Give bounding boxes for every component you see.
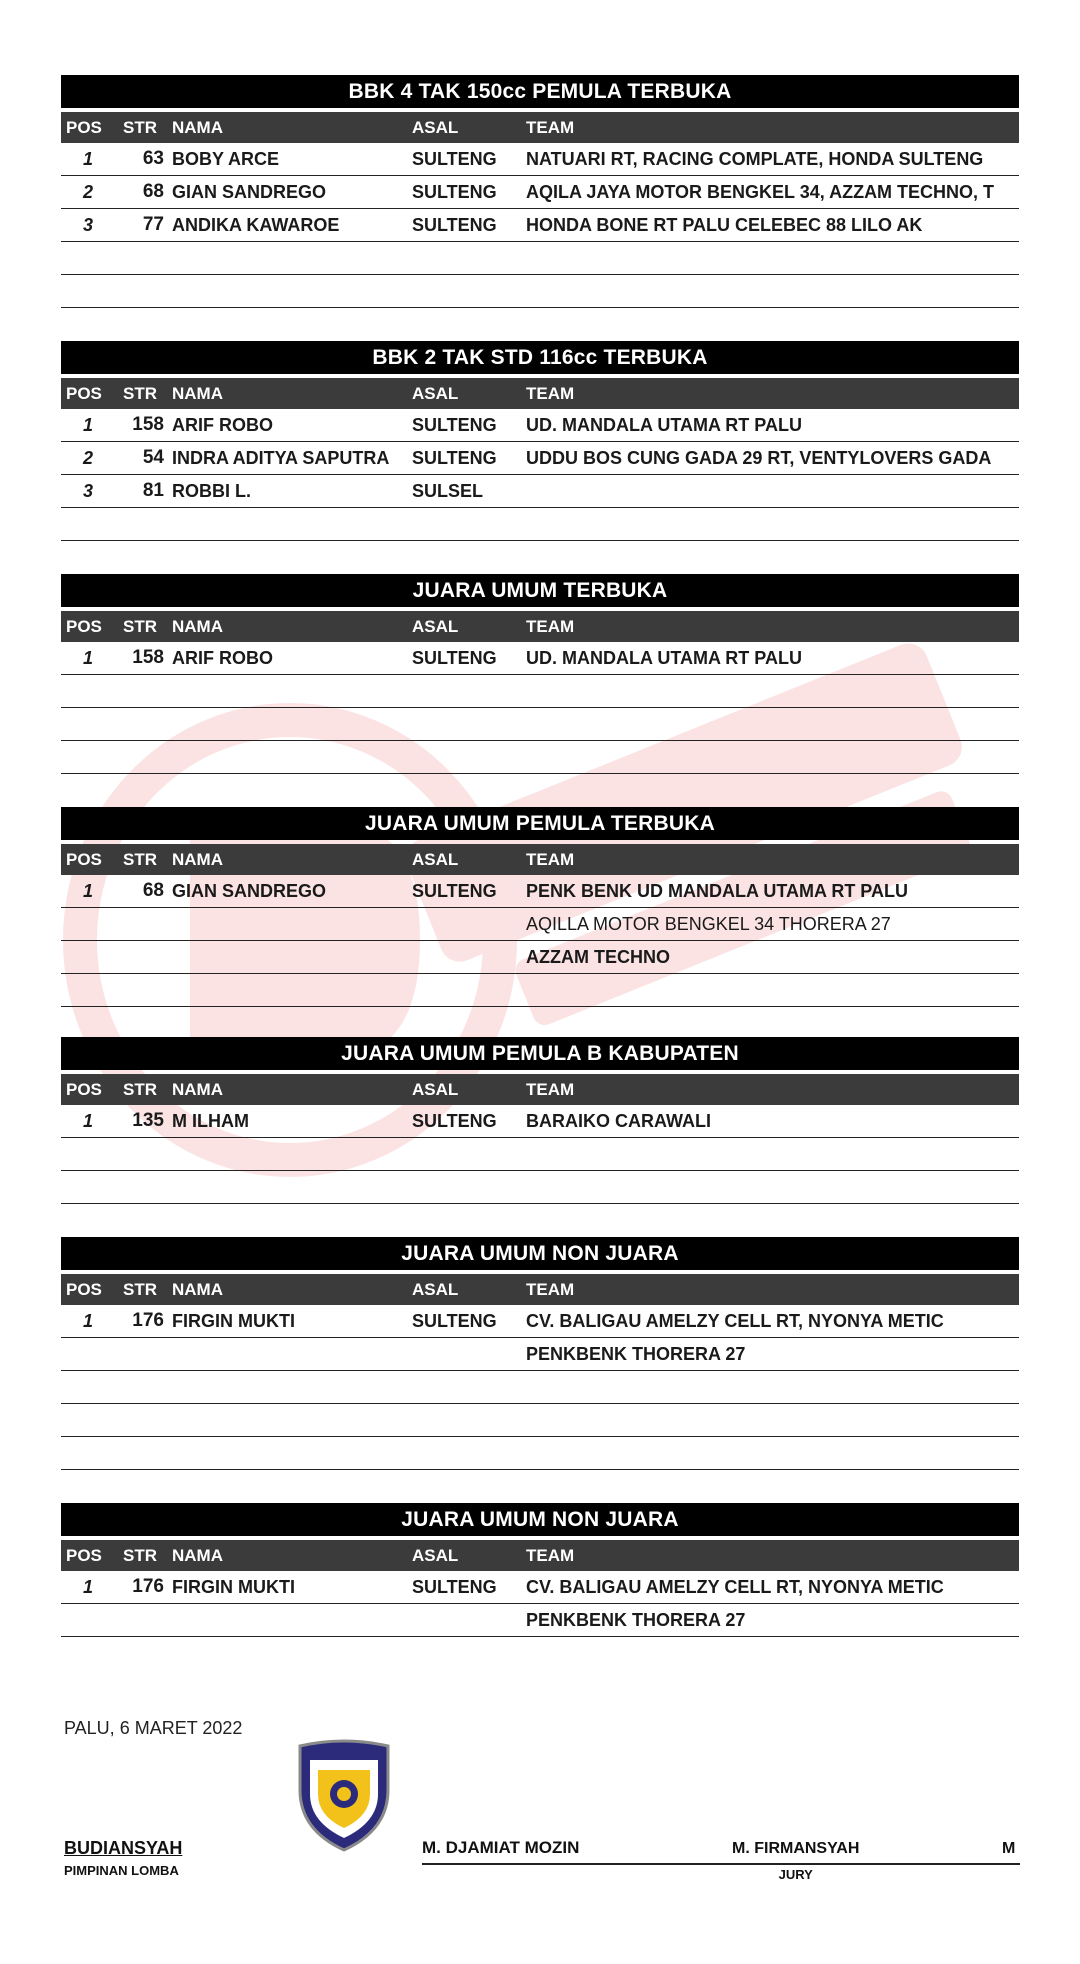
table-row bbox=[61, 1305, 1019, 1338]
cell-pos bbox=[61, 275, 117, 307]
cell-nama: BOBY ARCE bbox=[172, 149, 280, 169]
cell-nama bbox=[164, 675, 412, 707]
cell-team bbox=[526, 1371, 1019, 1403]
cell-str bbox=[117, 974, 164, 1006]
column-header-pos: POS bbox=[66, 1546, 102, 1565]
column-header-nama: NAMA bbox=[172, 1546, 223, 1565]
cell-nama: ARIF ROBO bbox=[172, 415, 273, 435]
cell-team: HONDA BONE RT PALU CELEBEC 88 LILO AK bbox=[526, 215, 923, 235]
section-title: BBK 2 TAK STD 116cc TERBUKA bbox=[61, 341, 1019, 374]
column-header-nama: NAMA bbox=[172, 1080, 223, 1099]
cell-nama: FIRGIN MUKTI bbox=[172, 1577, 295, 1597]
column-header-team: TEAM bbox=[526, 1280, 575, 1299]
cell-asal: SULSEL bbox=[412, 481, 484, 501]
table-row bbox=[61, 908, 1019, 941]
cell-str: 135 bbox=[132, 1110, 164, 1131]
results-sheet bbox=[61, 75, 1019, 1637]
cell-asal: SULTENG bbox=[412, 182, 497, 202]
cell-pos bbox=[61, 1138, 117, 1170]
cell-str: 81 bbox=[142, 480, 164, 501]
cell-pos: 3 bbox=[83, 481, 94, 501]
cell-nama bbox=[164, 508, 412, 540]
cell-asal bbox=[412, 508, 526, 540]
cell-team: BARAIKO CARAWALI bbox=[526, 1111, 711, 1131]
column-header-str: STR bbox=[123, 617, 157, 636]
cell-pos bbox=[61, 675, 117, 707]
cell-team bbox=[526, 741, 1019, 773]
cell-team: CV. BALIGAU AMELZY CELL RT, NYONYA METIC bbox=[526, 1577, 944, 1597]
cell-nama bbox=[164, 1371, 412, 1403]
cell-asal bbox=[412, 275, 526, 307]
signature-partial bbox=[1002, 1840, 1015, 1858]
column-header-pos: POS bbox=[66, 617, 102, 636]
cell-team: PENKBENK THORERA 27 bbox=[526, 1610, 746, 1630]
cell-pos bbox=[61, 708, 117, 740]
cell-str bbox=[117, 242, 164, 274]
column-header-asal: ASAL bbox=[412, 1080, 459, 1099]
section-title: BBK 4 TAK 150cc PEMULA TERBUKA bbox=[61, 75, 1019, 108]
table-row bbox=[61, 741, 1019, 774]
column-header-row bbox=[61, 1274, 1019, 1305]
cell-nama: GIAN SANDREGO bbox=[172, 182, 327, 202]
column-header-asal: ASAL bbox=[412, 118, 459, 137]
cell-team bbox=[526, 1171, 1019, 1203]
cell-str: 176 bbox=[132, 1576, 164, 1597]
cell-team: UD. MANDALA UTAMA RT PALU bbox=[526, 415, 802, 435]
column-header-nama: NAMA bbox=[172, 1280, 223, 1299]
section-spacer bbox=[61, 1204, 1019, 1237]
result-section bbox=[61, 1503, 1019, 1637]
cell-str bbox=[117, 1604, 164, 1636]
table-row bbox=[61, 1371, 1019, 1404]
column-header-row bbox=[61, 611, 1019, 642]
cell-team bbox=[526, 974, 1019, 1006]
column-header-str: STR bbox=[123, 1080, 157, 1099]
table-row bbox=[61, 475, 1019, 508]
signer-name: M. FIRMANSYAH bbox=[732, 1840, 860, 1857]
cell-str: 176 bbox=[132, 1310, 164, 1331]
section-spacer bbox=[61, 1470, 1019, 1503]
cell-nama: M ILHAM bbox=[172, 1111, 249, 1131]
cell-pos: 1 bbox=[83, 881, 94, 901]
cell-nama: FIRGIN MUKTI bbox=[172, 1311, 295, 1331]
cell-pos bbox=[61, 974, 117, 1006]
column-header-team: TEAM bbox=[526, 384, 575, 403]
cell-str bbox=[117, 508, 164, 540]
cell-str: 63 bbox=[142, 148, 164, 169]
column-header-team: TEAM bbox=[526, 118, 575, 137]
signer-name: M. DJAMIAT MOZIN bbox=[422, 1838, 580, 1857]
cell-str bbox=[117, 675, 164, 707]
cell-asal: SULTENG bbox=[412, 448, 497, 468]
signature-firmansyah bbox=[732, 1840, 859, 1882]
cell-str: 54 bbox=[142, 447, 164, 468]
section-spacer bbox=[61, 774, 1019, 807]
cell-asal bbox=[412, 974, 526, 1006]
cell-team: UDDU BOS CUNG GADA 29 RT, VENTYLOVERS GADA bbox=[526, 448, 992, 468]
cell-pos bbox=[61, 941, 117, 973]
table-row bbox=[61, 974, 1019, 1007]
column-header-pos: POS bbox=[66, 118, 102, 137]
cell-team: UD. MANDALA UTAMA RT PALU bbox=[526, 648, 802, 668]
section-title: JUARA UMUM PEMULA B KABUPATEN bbox=[61, 1037, 1019, 1070]
cell-asal: SULTENG bbox=[412, 1577, 497, 1597]
column-header-str: STR bbox=[123, 1280, 157, 1299]
cell-asal bbox=[412, 1371, 526, 1403]
column-header-asal: ASAL bbox=[412, 850, 459, 869]
column-header-pos: POS bbox=[66, 384, 102, 403]
section-title: JUARA UMUM TERBUKA bbox=[61, 574, 1019, 607]
cell-pos bbox=[61, 741, 117, 773]
cell-str bbox=[117, 708, 164, 740]
column-header-team: TEAM bbox=[526, 617, 575, 636]
cell-str: 77 bbox=[142, 214, 164, 235]
cell-pos: 1 bbox=[83, 415, 94, 435]
cell-team: PENK BENK UD MANDALA UTAMA RT PALU bbox=[526, 881, 908, 901]
column-header-asal: ASAL bbox=[412, 384, 459, 403]
cell-pos bbox=[61, 1371, 117, 1403]
signer-name: BUDIANSYAH bbox=[64, 1838, 183, 1858]
signature-budiansyah bbox=[64, 1838, 182, 1878]
cell-asal: SULTENG bbox=[412, 881, 497, 901]
column-header-team: TEAM bbox=[526, 1080, 575, 1099]
table-row bbox=[61, 275, 1019, 308]
column-header-nama: NAMA bbox=[172, 384, 223, 403]
cell-pos bbox=[61, 1171, 117, 1203]
imi-logo-icon bbox=[294, 1738, 394, 1853]
section-spacer bbox=[61, 541, 1019, 574]
cell-nama: INDRA ADITYA SAPUTRA bbox=[172, 448, 390, 468]
column-header-str: STR bbox=[123, 384, 157, 403]
cell-team bbox=[526, 508, 1019, 540]
cell-str: 68 bbox=[142, 880, 164, 901]
column-header-row bbox=[61, 844, 1019, 875]
cell-team: AZZAM TECHNO bbox=[526, 947, 670, 967]
cell-asal bbox=[412, 941, 526, 973]
place-date: PALU, 6 MARET 2022 bbox=[64, 1718, 243, 1738]
table-row bbox=[61, 409, 1019, 442]
cell-str bbox=[117, 741, 164, 773]
cell-asal bbox=[412, 708, 526, 740]
table-row bbox=[61, 1171, 1019, 1204]
table-row bbox=[61, 176, 1019, 209]
column-header-nama: NAMA bbox=[172, 118, 223, 137]
cell-nama: ROBBI L. bbox=[172, 481, 251, 501]
column-header-team: TEAM bbox=[526, 850, 575, 869]
signer-name: M bbox=[1002, 1840, 1016, 1857]
column-header-row bbox=[61, 1074, 1019, 1105]
cell-nama bbox=[164, 275, 412, 307]
cell-nama bbox=[164, 1437, 412, 1469]
cell-pos: 3 bbox=[83, 215, 94, 235]
section-title: JUARA UMUM NON JUARA bbox=[61, 1237, 1019, 1270]
cell-team bbox=[526, 242, 1019, 274]
cell-pos bbox=[61, 1338, 117, 1370]
cell-team: AQILA JAYA MOTOR BENGKEL 34, AZZAM TECHNO, T bbox=[526, 182, 995, 202]
cell-nama bbox=[164, 242, 412, 274]
result-section bbox=[61, 1037, 1019, 1204]
table-row bbox=[61, 675, 1019, 708]
cell-nama bbox=[164, 1338, 412, 1370]
table-row bbox=[61, 875, 1019, 908]
column-header-asal: ASAL bbox=[412, 1546, 459, 1565]
table-row bbox=[61, 1138, 1019, 1171]
cell-nama bbox=[164, 974, 412, 1006]
column-header-pos: POS bbox=[66, 1280, 102, 1299]
cell-nama bbox=[164, 1138, 412, 1170]
column-header-pos: POS bbox=[66, 850, 102, 869]
cell-asal bbox=[412, 242, 526, 274]
cell-str bbox=[117, 1437, 164, 1469]
cell-pos: 1 bbox=[83, 648, 94, 668]
cell-asal bbox=[412, 1338, 526, 1370]
column-header-str: STR bbox=[123, 118, 157, 137]
cell-nama bbox=[164, 708, 412, 740]
cell-asal: SULTENG bbox=[412, 215, 497, 235]
cell-team: PENKBENK THORERA 27 bbox=[526, 1344, 746, 1364]
result-section bbox=[61, 574, 1019, 774]
table-row bbox=[61, 1105, 1019, 1138]
table-row bbox=[61, 1404, 1019, 1437]
cell-team bbox=[526, 675, 1019, 707]
table-row bbox=[61, 442, 1019, 475]
cell-asal bbox=[412, 1171, 526, 1203]
cell-asal bbox=[412, 675, 526, 707]
cell-str bbox=[117, 1404, 164, 1436]
table-row bbox=[61, 1571, 1019, 1604]
cell-nama bbox=[164, 908, 412, 940]
cell-str bbox=[117, 1338, 164, 1370]
cell-asal bbox=[412, 1437, 526, 1469]
cell-pos: 1 bbox=[83, 149, 94, 169]
table-row bbox=[61, 508, 1019, 541]
section-title: JUARA UMUM NON JUARA bbox=[61, 1503, 1019, 1536]
cell-asal: SULTENG bbox=[412, 648, 497, 668]
cell-team: AQILLA MOTOR BENGKEL 34 THORERA 27 bbox=[526, 914, 891, 934]
cell-str: 68 bbox=[142, 181, 164, 202]
cell-str bbox=[117, 275, 164, 307]
signer-role: JURY bbox=[778, 1867, 813, 1882]
cell-asal: SULTENG bbox=[412, 415, 497, 435]
table-row bbox=[61, 209, 1019, 242]
cell-team bbox=[526, 708, 1019, 740]
cell-pos bbox=[61, 908, 117, 940]
section-spacer bbox=[61, 1007, 1019, 1037]
cell-pos bbox=[61, 1437, 117, 1469]
cell-str bbox=[117, 941, 164, 973]
column-header-row bbox=[61, 378, 1019, 409]
column-header-nama: NAMA bbox=[172, 617, 223, 636]
cell-nama bbox=[164, 1404, 412, 1436]
cell-team bbox=[526, 1437, 1019, 1469]
result-section bbox=[61, 1237, 1019, 1470]
cell-asal: SULTENG bbox=[412, 1111, 497, 1131]
table-row bbox=[61, 708, 1019, 741]
cell-str: 158 bbox=[132, 414, 164, 435]
cell-str bbox=[117, 908, 164, 940]
cell-asal: SULTENG bbox=[412, 1311, 497, 1331]
cell-team: CV. BALIGAU AMELZY CELL RT, NYONYA METIC bbox=[526, 1311, 944, 1331]
column-header-asal: ASAL bbox=[412, 617, 459, 636]
result-section bbox=[61, 807, 1019, 1007]
column-header-str: STR bbox=[123, 1546, 157, 1565]
cell-pos: 2 bbox=[83, 182, 94, 202]
cell-pos: 1 bbox=[83, 1311, 94, 1331]
table-row bbox=[61, 1437, 1019, 1470]
cell-nama bbox=[164, 941, 412, 973]
cell-pos bbox=[61, 1404, 117, 1436]
table-row bbox=[61, 642, 1019, 675]
section-title: JUARA UMUM PEMULA TERBUKA bbox=[61, 807, 1019, 840]
cell-asal bbox=[412, 1404, 526, 1436]
cell-pos: 1 bbox=[83, 1111, 94, 1131]
column-header-pos: POS bbox=[66, 1080, 102, 1099]
cell-asal bbox=[412, 1604, 526, 1636]
result-section bbox=[61, 75, 1019, 308]
cell-nama bbox=[164, 741, 412, 773]
section-spacer bbox=[61, 308, 1019, 341]
cell-team bbox=[526, 1404, 1019, 1436]
cell-nama: ARIF ROBO bbox=[172, 648, 273, 668]
cell-nama: GIAN SANDREGO bbox=[172, 881, 327, 901]
table-row bbox=[61, 143, 1019, 176]
cell-team bbox=[526, 1138, 1019, 1170]
cell-pos: 1 bbox=[83, 1577, 94, 1597]
cell-asal bbox=[412, 741, 526, 773]
signature-line bbox=[422, 1863, 1020, 1865]
cell-team bbox=[526, 475, 1019, 507]
column-header-str: STR bbox=[123, 850, 157, 869]
cell-str bbox=[117, 1371, 164, 1403]
cell-str bbox=[117, 1171, 164, 1203]
cell-pos bbox=[61, 242, 117, 274]
result-section bbox=[61, 341, 1019, 541]
cell-nama bbox=[164, 1604, 412, 1636]
cell-str bbox=[117, 1138, 164, 1170]
column-header-asal: ASAL bbox=[412, 1280, 459, 1299]
table-row bbox=[61, 1338, 1019, 1371]
cell-pos bbox=[61, 508, 117, 540]
column-header-row bbox=[61, 112, 1019, 143]
cell-str: 158 bbox=[132, 647, 164, 668]
cell-team: NATUARI RT, RACING COMPLATE, HONDA SULTENG bbox=[526, 149, 984, 169]
cell-nama bbox=[164, 1171, 412, 1203]
column-header-row bbox=[61, 1540, 1019, 1571]
cell-pos: 2 bbox=[83, 448, 94, 468]
signature-djamiat bbox=[422, 1838, 579, 1858]
cell-team bbox=[526, 275, 1019, 307]
table-row bbox=[61, 242, 1019, 275]
cell-pos bbox=[61, 1604, 117, 1636]
cell-asal: SULTENG bbox=[412, 149, 497, 169]
column-header-team: TEAM bbox=[526, 1546, 575, 1565]
cell-asal bbox=[412, 908, 526, 940]
cell-asal bbox=[412, 1138, 526, 1170]
signer-role: PIMPINAN LOMBA bbox=[64, 1863, 179, 1878]
cell-nama: ANDIKA KAWAROE bbox=[172, 215, 340, 235]
table-row bbox=[61, 941, 1019, 974]
table-row bbox=[61, 1604, 1019, 1637]
column-header-nama: NAMA bbox=[172, 850, 223, 869]
